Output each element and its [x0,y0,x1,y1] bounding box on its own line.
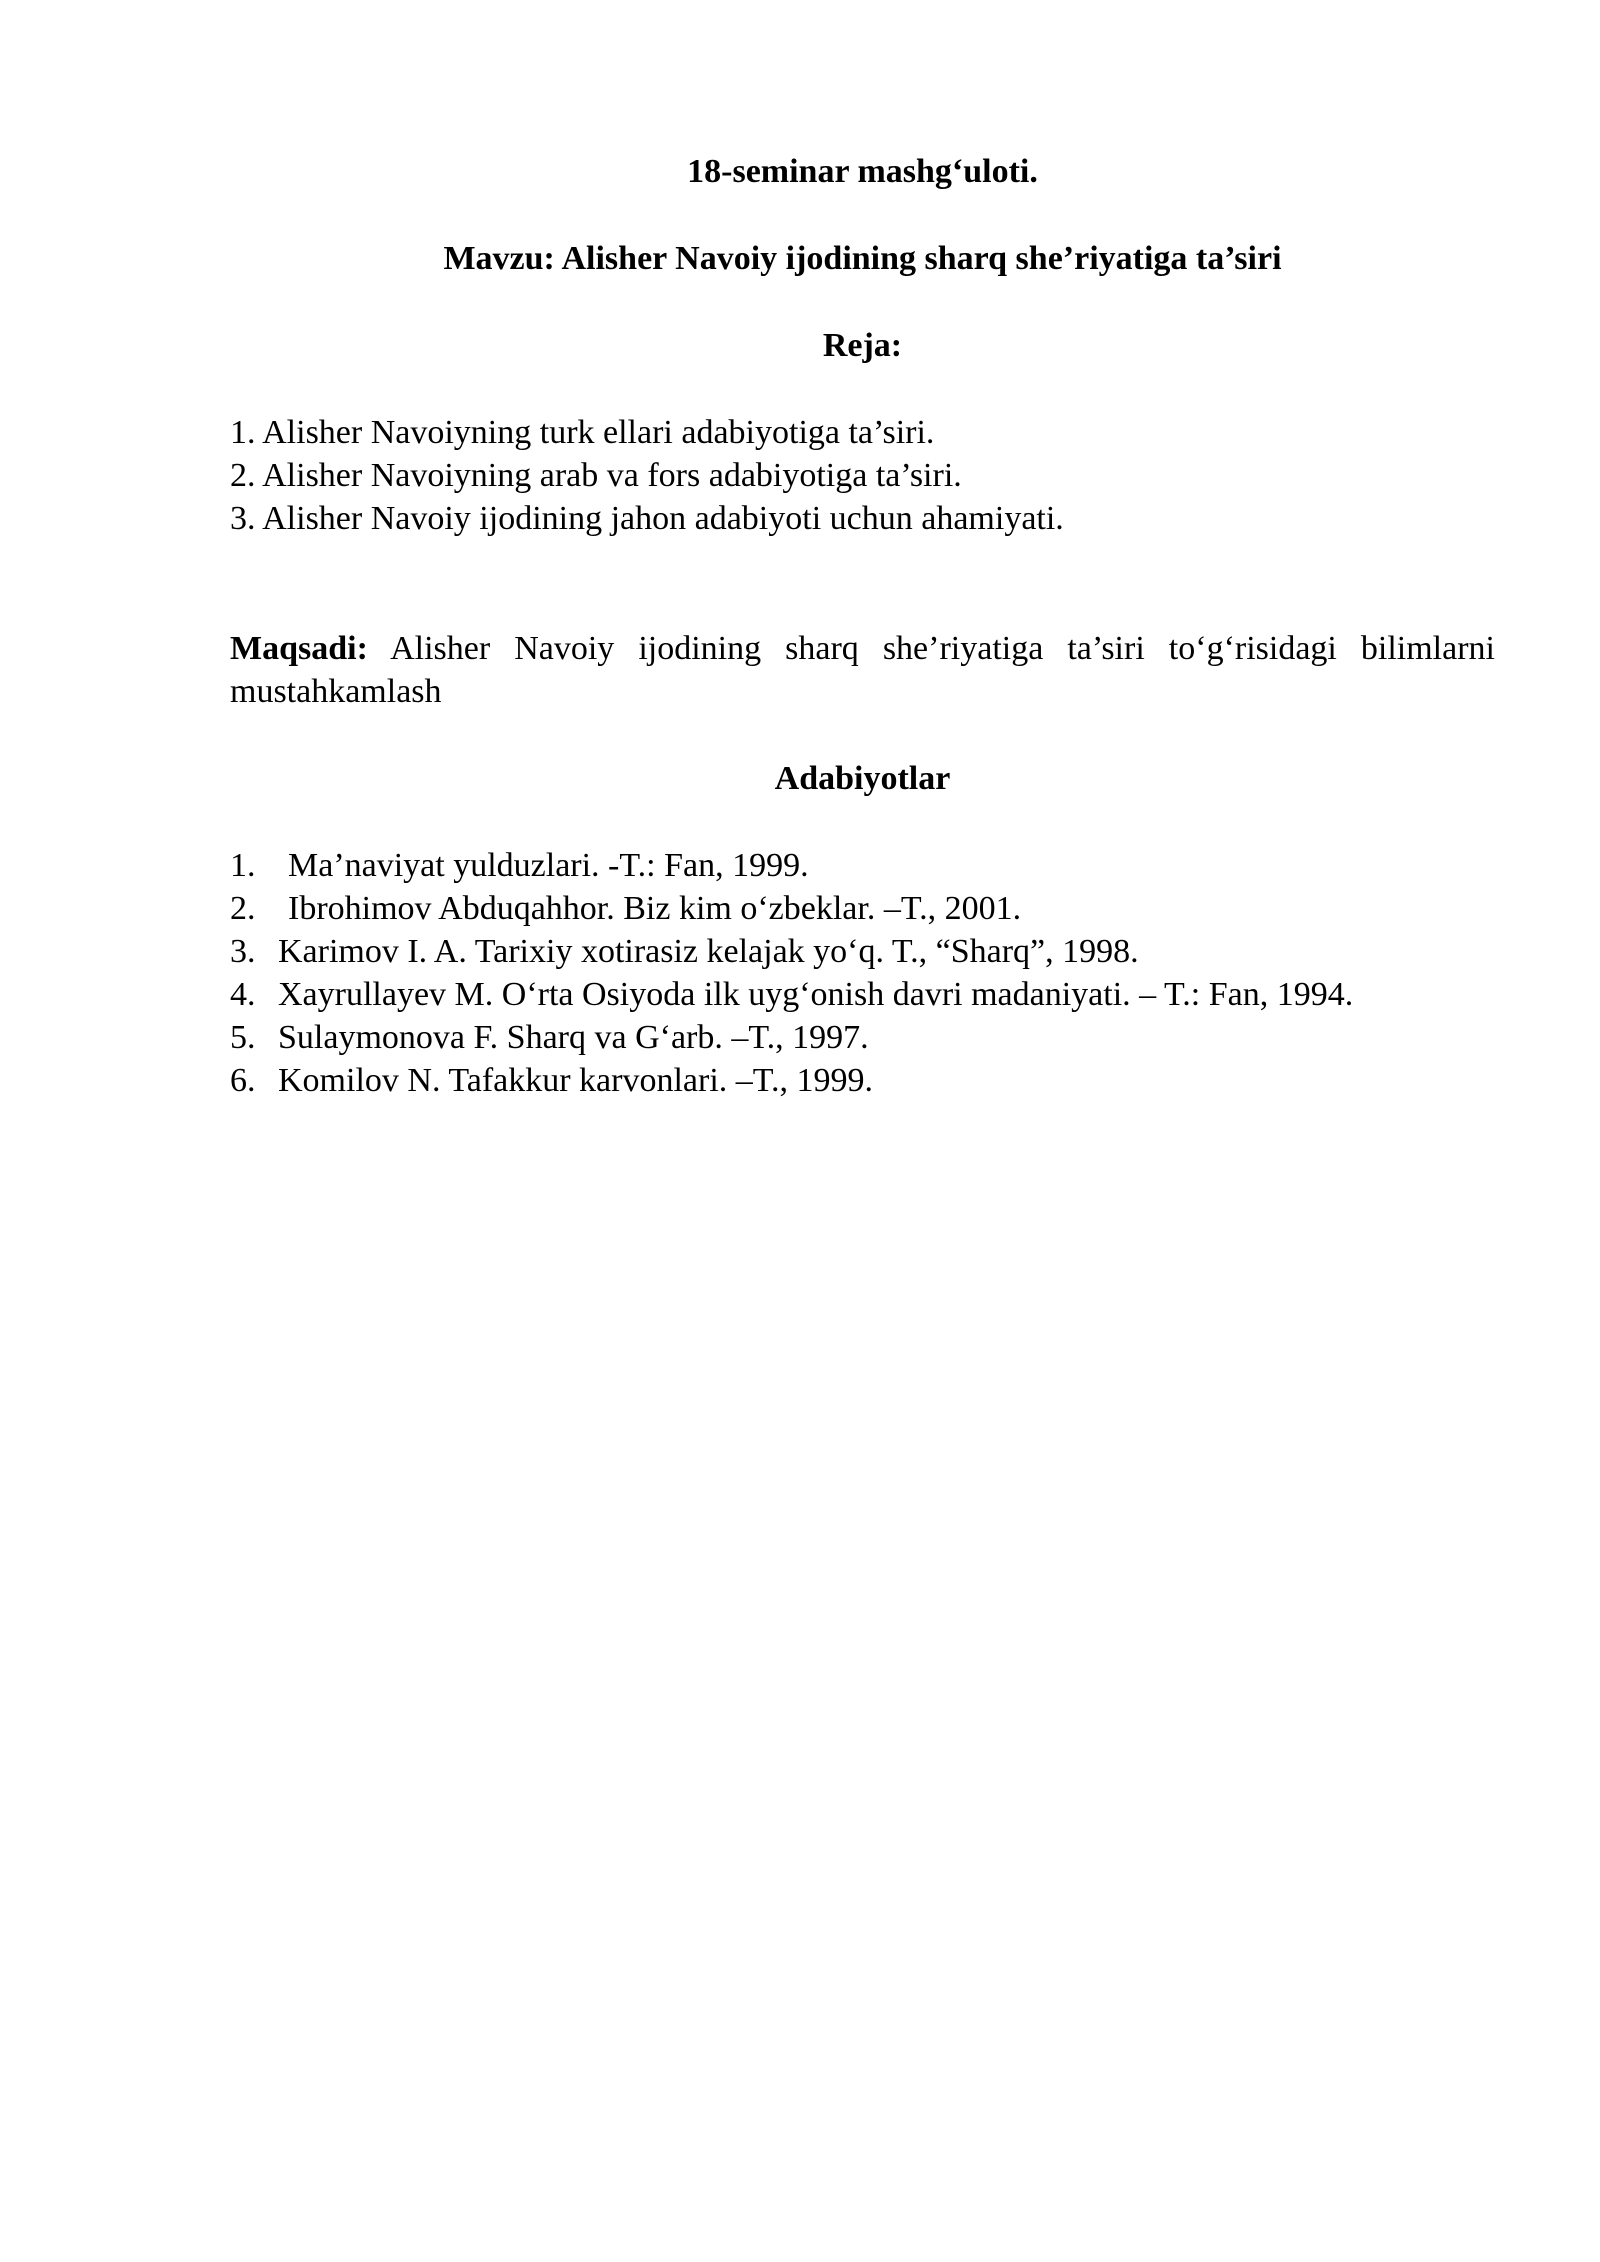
literature-number: 3. [230,933,256,970]
literature-text: Karimov I. A. Tarixiy xotirasiz kelajak yo‘q. T., “Sharq”, 1998. [278,933,1139,970]
literature-list [230,844,1495,1102]
literature-item [230,844,1495,887]
document-topic: Mavzu: Alisher Navoiy ijodining sharq she’riyatiga ta’siri [443,240,1282,277]
literature-item [230,973,1495,1016]
literature-number: 6. [230,1062,256,1099]
plan-item: 1. Alisher Navoiyning turk ellari adabiyotiga ta’siri. [230,414,935,451]
literature-text: Komilov N. Tafakkur karvonlari. –T., 1999. [278,1062,874,1099]
plan-heading: Reja: [822,327,903,364]
literature-item [230,930,1495,973]
plan-item: 3. Alisher Navoiy ijodining jahon adabiyoti uchun ahamiyati. [230,500,1064,537]
literature-item [230,887,1495,930]
plan-list [230,411,1495,540]
goal-label: Maqsadi: [230,630,368,667]
literature-item [230,1016,1495,1059]
document-content [230,150,1495,1102]
goal-text: Alisher Navoiy ijodining sharq she’riyatiga ta’siri to‘g‘risidagi bilimlarni mustahkamlash [230,630,1495,710]
literature-item [230,1059,1495,1102]
literature-number: 5. [230,1019,256,1056]
literature-text: Sulaymonova F. Sharq va G‘arb. –T., 1997. [278,1019,869,1056]
literature-text: Ibrohimov Abduqahhor. Biz kim o‘zbeklar. –T., 2001. [288,890,1022,927]
literature-heading: Adabiyotlar [774,760,951,797]
goal-paragraph [230,627,1495,713]
literature-text: Xayrullayev M. O‘rta Osiyoda ilk uyg‘onish davri madaniyati. – T.: Fan, 1994. [278,976,1354,1013]
literature-number: 4. [230,976,256,1013]
literature-text: Ma’naviyat yulduzlari. -T.: Fan, 1999. [288,847,809,884]
document-title: 18-seminar mashg‘uloti. [687,153,1038,190]
plan-item: 2. Alisher Navoiyning arab va fors adabiyotiga ta’siri. [230,457,962,494]
literature-number: 2. [230,890,256,927]
literature-number: 1. [230,847,256,884]
